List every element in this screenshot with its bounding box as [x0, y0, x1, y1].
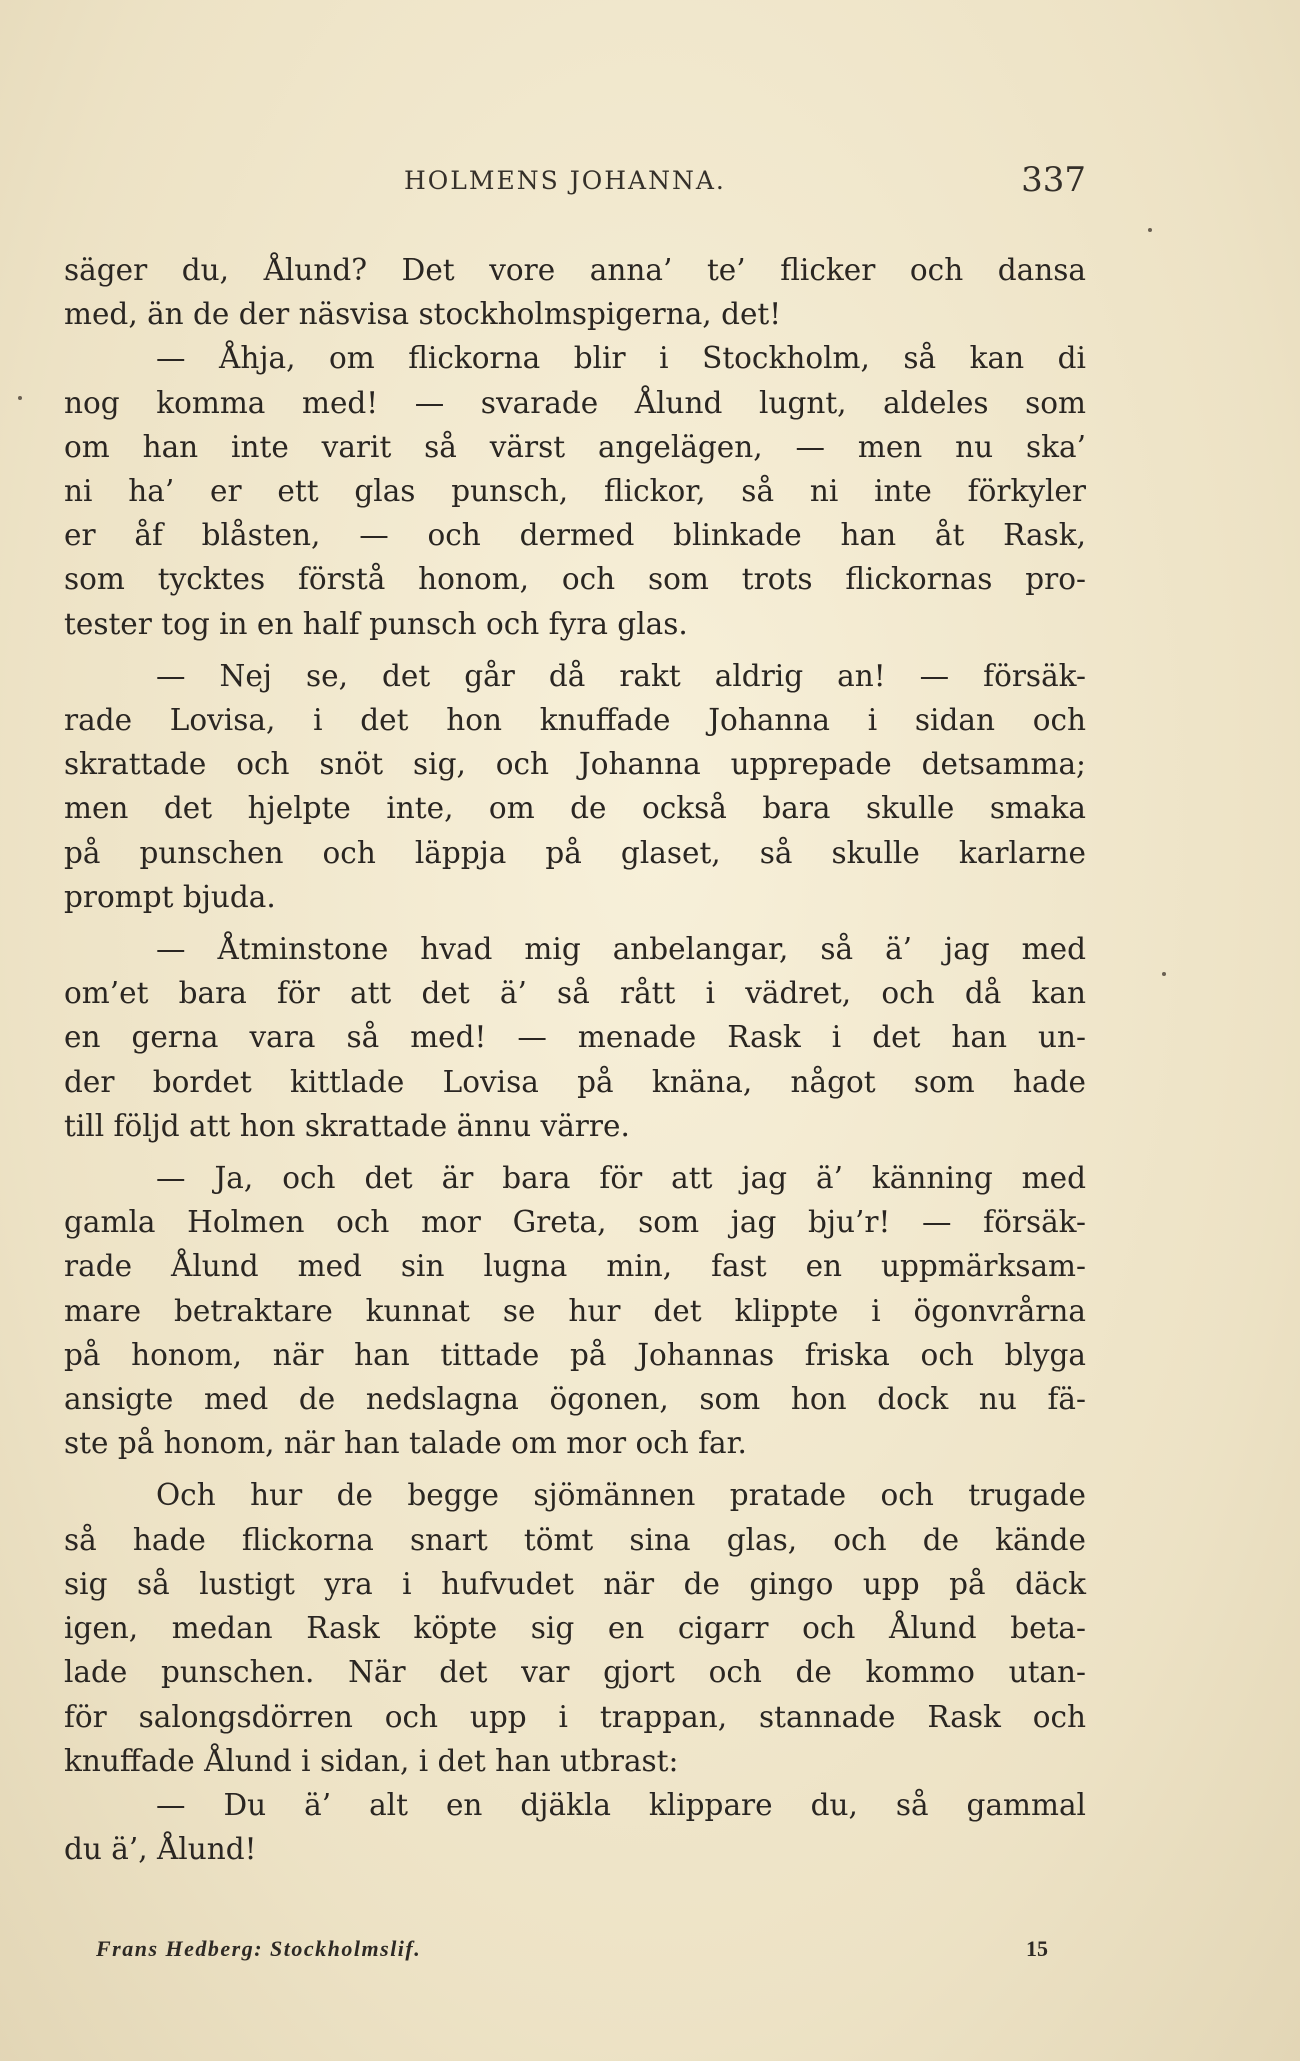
paragraph-6	[64, 1473, 1086, 1782]
text-line: med, än de der näsvisa stockholmspigerna, det!	[64, 297, 782, 332]
text-line: — Ja, och det är bara för att jag ä’ känning med	[156, 1161, 1086, 1196]
text-line: — Du ä’ alt en djäkla klippare du, så gammal	[156, 1787, 1086, 1822]
body-text	[64, 248, 1086, 1871]
text-line: der bordet kittlade Lovisa på knäna, något som hade	[64, 1064, 1086, 1099]
text-line: nog komma med! — svarade Ålund lugnt, aldeles som	[64, 385, 1086, 420]
text-line: — Åhja, om flickorna blir i Stockholm, så kan di	[156, 341, 1086, 376]
page-header	[64, 162, 1086, 212]
paragraph-1	[64, 248, 1086, 336]
text-line: på honom, när han tittade på Johannas friska och blyga	[64, 1337, 1086, 1372]
text-line: — Åtminstone hvad mig anbelangar, så ä’ jag med	[156, 932, 1086, 967]
text-line: rade Lovisa, i det hon knuffade Johanna i sidan och	[64, 703, 1086, 738]
text-line: som tycktes förstå honom, och som trots flickornas pro-	[64, 562, 1086, 597]
text-line: — Nej se, det går då rakt aldrig an! — försäk-	[156, 658, 1086, 693]
text-line: om han inte varit så värst angelägen, — men nu ska’	[64, 429, 1086, 464]
text-line: så hade flickorna snart tömt sina glas, och de kände	[64, 1522, 1086, 1557]
text-line: rade Ålund med sin lugna min, fast en uppmärksam-	[64, 1249, 1086, 1284]
paper-speck	[18, 396, 22, 400]
text-line: säger du, Ålund? Det vore anna’ te’ flicker och dansa	[64, 253, 1086, 287]
paragraph-2	[64, 336, 1086, 645]
text-line: knuffade Ålund i sidan, i det han utbrast:	[64, 1743, 679, 1778]
sheet-number: 15	[1026, 1936, 1048, 1961]
text-line: men det hjelpte inte, om de också bara skulle smaka	[64, 791, 1086, 826]
text-line: ste på honom, när han talade om mor och far.	[64, 1426, 747, 1461]
text-line: Och hur de begge sjömännen pratade och trugade	[156, 1478, 1086, 1513]
page-footer	[96, 1936, 1048, 1972]
text-line: för salongsdörren och upp i trappan, stannade Rask och	[64, 1699, 1086, 1734]
text-line: gamla Holmen och mor Greta, som jag bju’r! — försäk-	[64, 1205, 1086, 1240]
page-number: 337	[1021, 160, 1086, 200]
text-line: en gerna vara så med! — menade Rask i det han un-	[64, 1020, 1086, 1055]
text-line: skrattade och snöt sig, och Johanna upprepade detsamma;	[64, 747, 1086, 782]
paper-speck	[1148, 228, 1152, 232]
text-line: prompt bjuda.	[64, 879, 276, 914]
paragraph-3	[64, 654, 1086, 919]
paragraph-4	[64, 927, 1086, 1148]
paragraph-5	[64, 1156, 1086, 1465]
text-line: sig så lustigt yra i hufvudet när de gingo upp på däck	[64, 1566, 1086, 1601]
paper-speck	[1162, 972, 1166, 976]
text-line: till följd att hon skrattade ännu värre.	[64, 1108, 630, 1143]
text-line: ni ha’ er ett glas punsch, flickor, så ni inte förkyler	[64, 474, 1086, 509]
text-line: om’et bara för att det ä’ så rått i vädret, och då kan	[64, 976, 1086, 1011]
text-line: du ä’, Ålund!	[64, 1832, 257, 1867]
text-line: mare betraktare kunnat se hur det klippte i ögonvrårna	[64, 1293, 1086, 1328]
text-line: på punschen och läppja på glaset, så skulle karlarne	[64, 835, 1086, 870]
text-line: ansigte med de nedslagna ögonen, som hon dock nu fä-	[64, 1382, 1086, 1417]
text-line: tester tog in en half punsch och fyra glas.	[64, 606, 688, 641]
text-line: er åf blåsten, — och dermed blinkade han åt Rask,	[64, 518, 1086, 553]
running-title: HOLMENS JOHANNA.	[404, 166, 726, 195]
text-line: igen, medan Rask köpte sig en cigarr och Ålund beta-	[64, 1611, 1086, 1646]
paragraph-7	[64, 1783, 1086, 1871]
text-line: lade punschen. När det var gjort och de kommo utan-	[64, 1655, 1086, 1690]
printer-signature: Frans Hedberg: Stockholmslif.	[96, 1936, 422, 1961]
